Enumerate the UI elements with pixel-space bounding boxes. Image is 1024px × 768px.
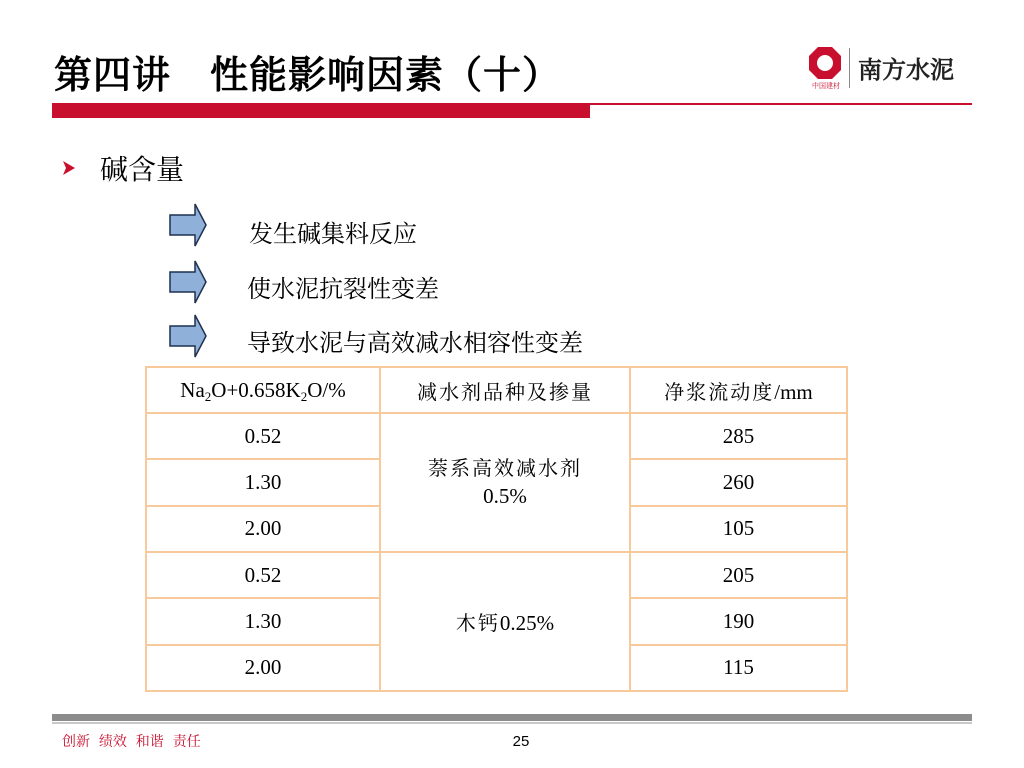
fluidity-cell: 190 [630,598,847,644]
fluidity-cell: 105 [630,506,847,552]
title-underline-line [590,103,972,105]
footer-bar [52,714,972,721]
block-arrow-icon [169,260,207,304]
logo-name: 南方水泥 [858,56,954,84]
alkali-cell: 1.30 [146,459,380,505]
header-fluidity: 净浆流动度/mm [630,367,847,413]
alkali-cell: 1.30 [146,598,380,644]
footer-slogan: 创新 绩效 和谐 责任 [62,734,201,750]
alkali-cell: 0.52 [146,413,380,459]
fluidity-cell: 285 [630,413,847,459]
admixture-cell: 萘系高效减水剂 0.5% [380,413,630,552]
title-underline-bar [52,103,590,118]
bullet-heading: 碱含量 [100,153,185,186]
admixture-cell: 木钙0.25% [380,552,630,691]
fluidity-cell: 205 [630,552,847,598]
alkali-cell: 0.52 [146,552,380,598]
header-admixture: 减水剂品种及掺量 [380,367,630,413]
alkali-fluidity-table [145,366,848,692]
table-row [146,413,847,459]
company-logo [806,46,976,92]
alkali-cell: 2.00 [146,506,380,552]
fluidity-cell: 260 [630,459,847,505]
page-number: 25 [512,733,530,750]
slide-title: 第四讲 性能影响因素（十） [54,53,562,97]
alkali-cell: 2.00 [146,645,380,691]
logo-subtext: 中国建材 [812,82,840,90]
fluidity-cell: 115 [630,645,847,691]
header-alkali-content: $Na_2O+0.658K_2O/\%$ [146,367,380,413]
block-arrow-icon [169,314,207,358]
block-arrow-icon [169,203,207,247]
sub-point: 导致水泥与高效减水相容性变差 [247,329,583,357]
sub-point: 发生碱集料反应 [249,220,417,248]
footer-line [52,722,972,724]
bullet-arrow-icon [62,160,76,176]
logo-divider [849,48,850,88]
table-header-row [146,367,847,413]
logo-mark-icon [808,46,842,80]
table-row [146,552,847,598]
sub-point: 使水泥抗裂性变差 [247,275,439,303]
